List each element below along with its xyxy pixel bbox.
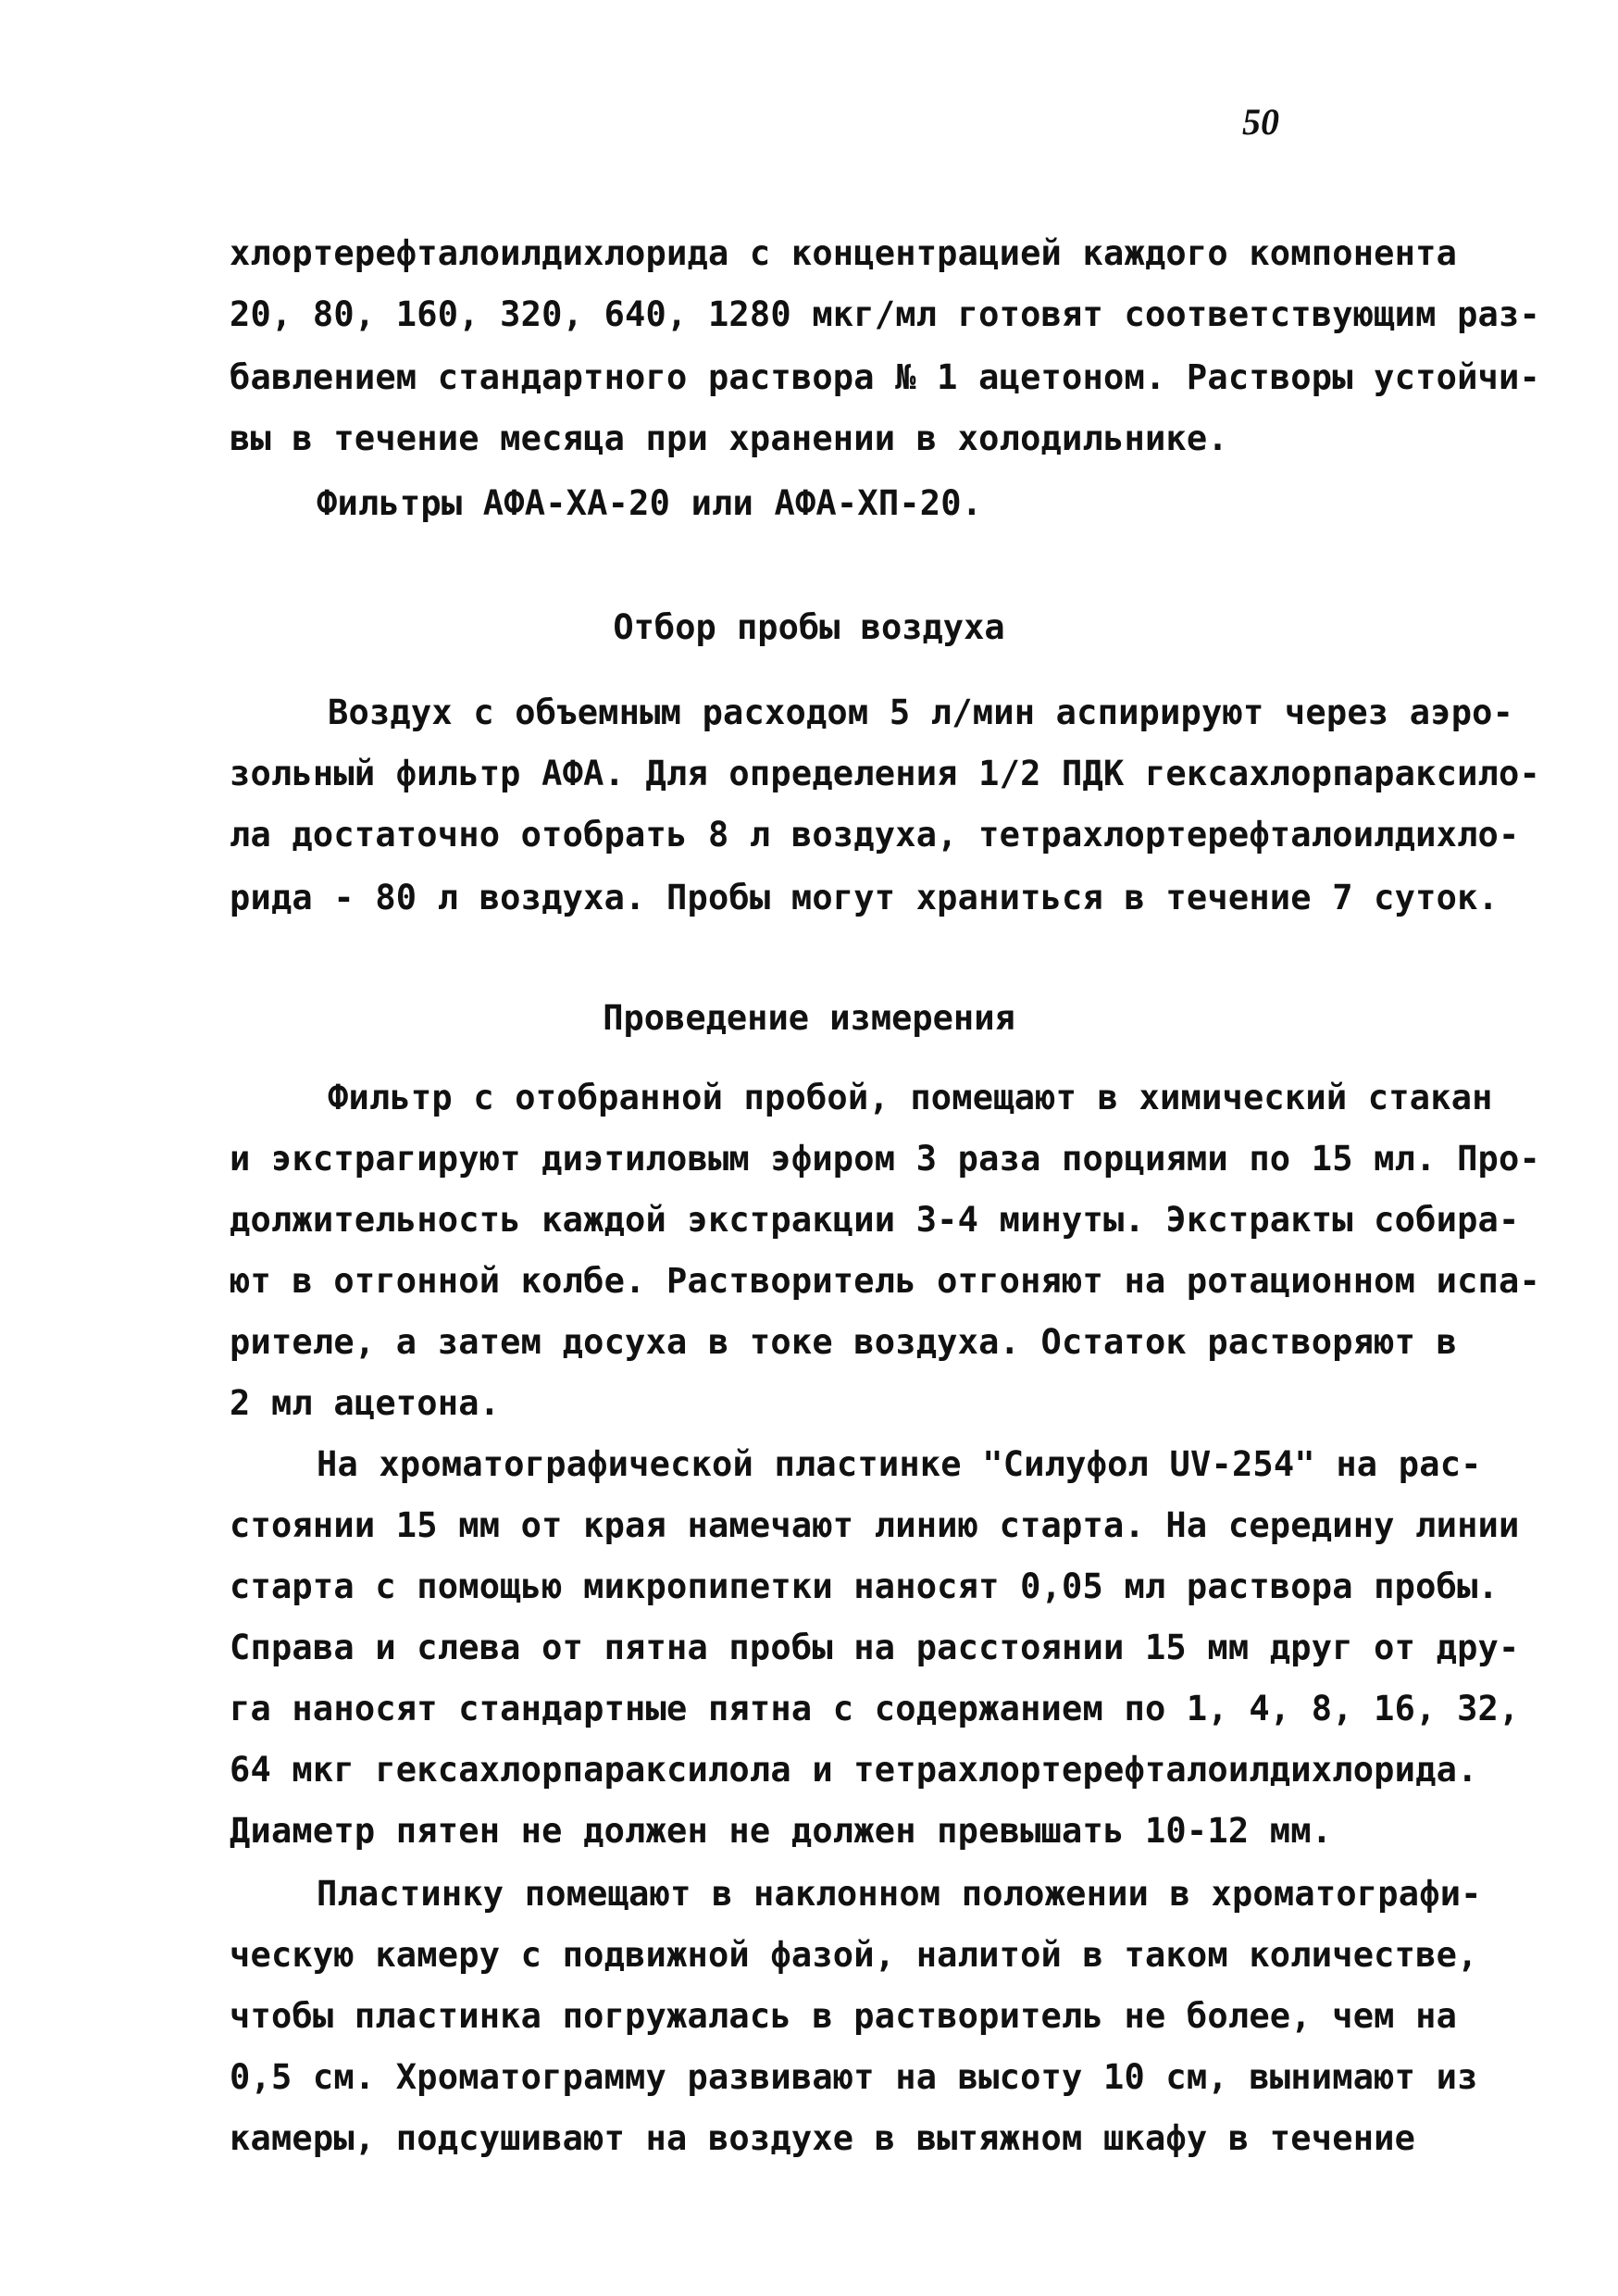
text-line: чтобы пластинка погружалась в растворитель не более, чем на [230, 1996, 1458, 2036]
text-line: 2 мл ацетона. [230, 1383, 501, 1423]
text-line: Справа и слева от пятна пробы на расстоянии 15 мм друг от дру- [230, 1628, 1520, 1667]
text-line: рида - 80 л воздуха. Пробы могут храниться в течение 7 суток. [230, 878, 1500, 917]
text-line: старта с помощью микропипетки наносят 0,05 мл раствора пробы. [230, 1566, 1500, 1606]
text-line: Фильтр с отобранной пробой, помещают в химический стакан [328, 1078, 1493, 1117]
text-line: Воздух с объемным расходом 5 л/мин аспирируют через аэро- [328, 693, 1514, 732]
text-line: рителе, а затем досуха в токе воздуха. Остаток растворяют в [230, 1322, 1458, 1362]
filters-line: Фильтры АФА-ХА-20 или АФА-ХП-20. [317, 483, 983, 523]
text-line: хлортерефталоилдихлорида с концентрацией каждого компонента [230, 233, 1458, 273]
text-line: 0,5 см. Хроматограмму развивают на высоту 10 см, вынимают из [230, 2057, 1478, 2097]
section-heading-measurement: Проведение измерения [603, 998, 1015, 1038]
text-line: 20, 80, 160, 320, 640, 1280 мкг/мл готовят соответствующим раз- [230, 294, 1540, 334]
text-line: бавлением стандартного раствора № 1 ацетоном. Растворы устойчи- [230, 357, 1540, 397]
text-line: га наносят стандартные пятна с содержанием по 1, 4, 8, 16, 32, [230, 1689, 1520, 1728]
text-line: ческую камеру с подвижной фазой, налитой в таком количестве, [230, 1935, 1478, 1975]
text-line: ла достаточно отобрать 8 л воздуха, тетрахлортерефталоилдихло- [230, 815, 1520, 855]
text-line: вы в течение месяца при хранении в холодильнике. [230, 418, 1228, 458]
page-number: 50 [1242, 101, 1279, 143]
text-line: Пластинку помещают в наклонном положении в хроматографи- [317, 1874, 1482, 1914]
text-line: Диаметр пятен не должен не должен превышать 10-12 мм. [230, 1811, 1333, 1851]
text-line: должительность каждой экстракции 3-4 минуты. Экстракты собира- [230, 1200, 1520, 1240]
text-line: зольный фильтр АФА. Для определения 1/2 ПДК гексахлорпараксило- [230, 754, 1540, 793]
text-line: стоянии 15 мм от края намечают линию старта. На середину линии [230, 1505, 1520, 1545]
text-line: камеры, подсушивают на воздухе в вытяжном шкафу в течение [230, 2118, 1416, 2158]
text-line: и экстрагируют диэтиловым эфиром 3 раза порциями по 15 мл. Про- [230, 1139, 1540, 1179]
section-heading-sampling: Отбор пробы воздуха [613, 607, 1005, 647]
text-line: 64 мкг гексахлорпараксилола и тетрахлортерефталоилдихлорида. [230, 1750, 1478, 1790]
text-line: На хроматографической пластинке "Силуфол UV-254" на рас- [317, 1444, 1482, 1484]
text-line: ют в отгонной колбе. Растворитель отгоняют на ротационном испа- [230, 1261, 1540, 1301]
